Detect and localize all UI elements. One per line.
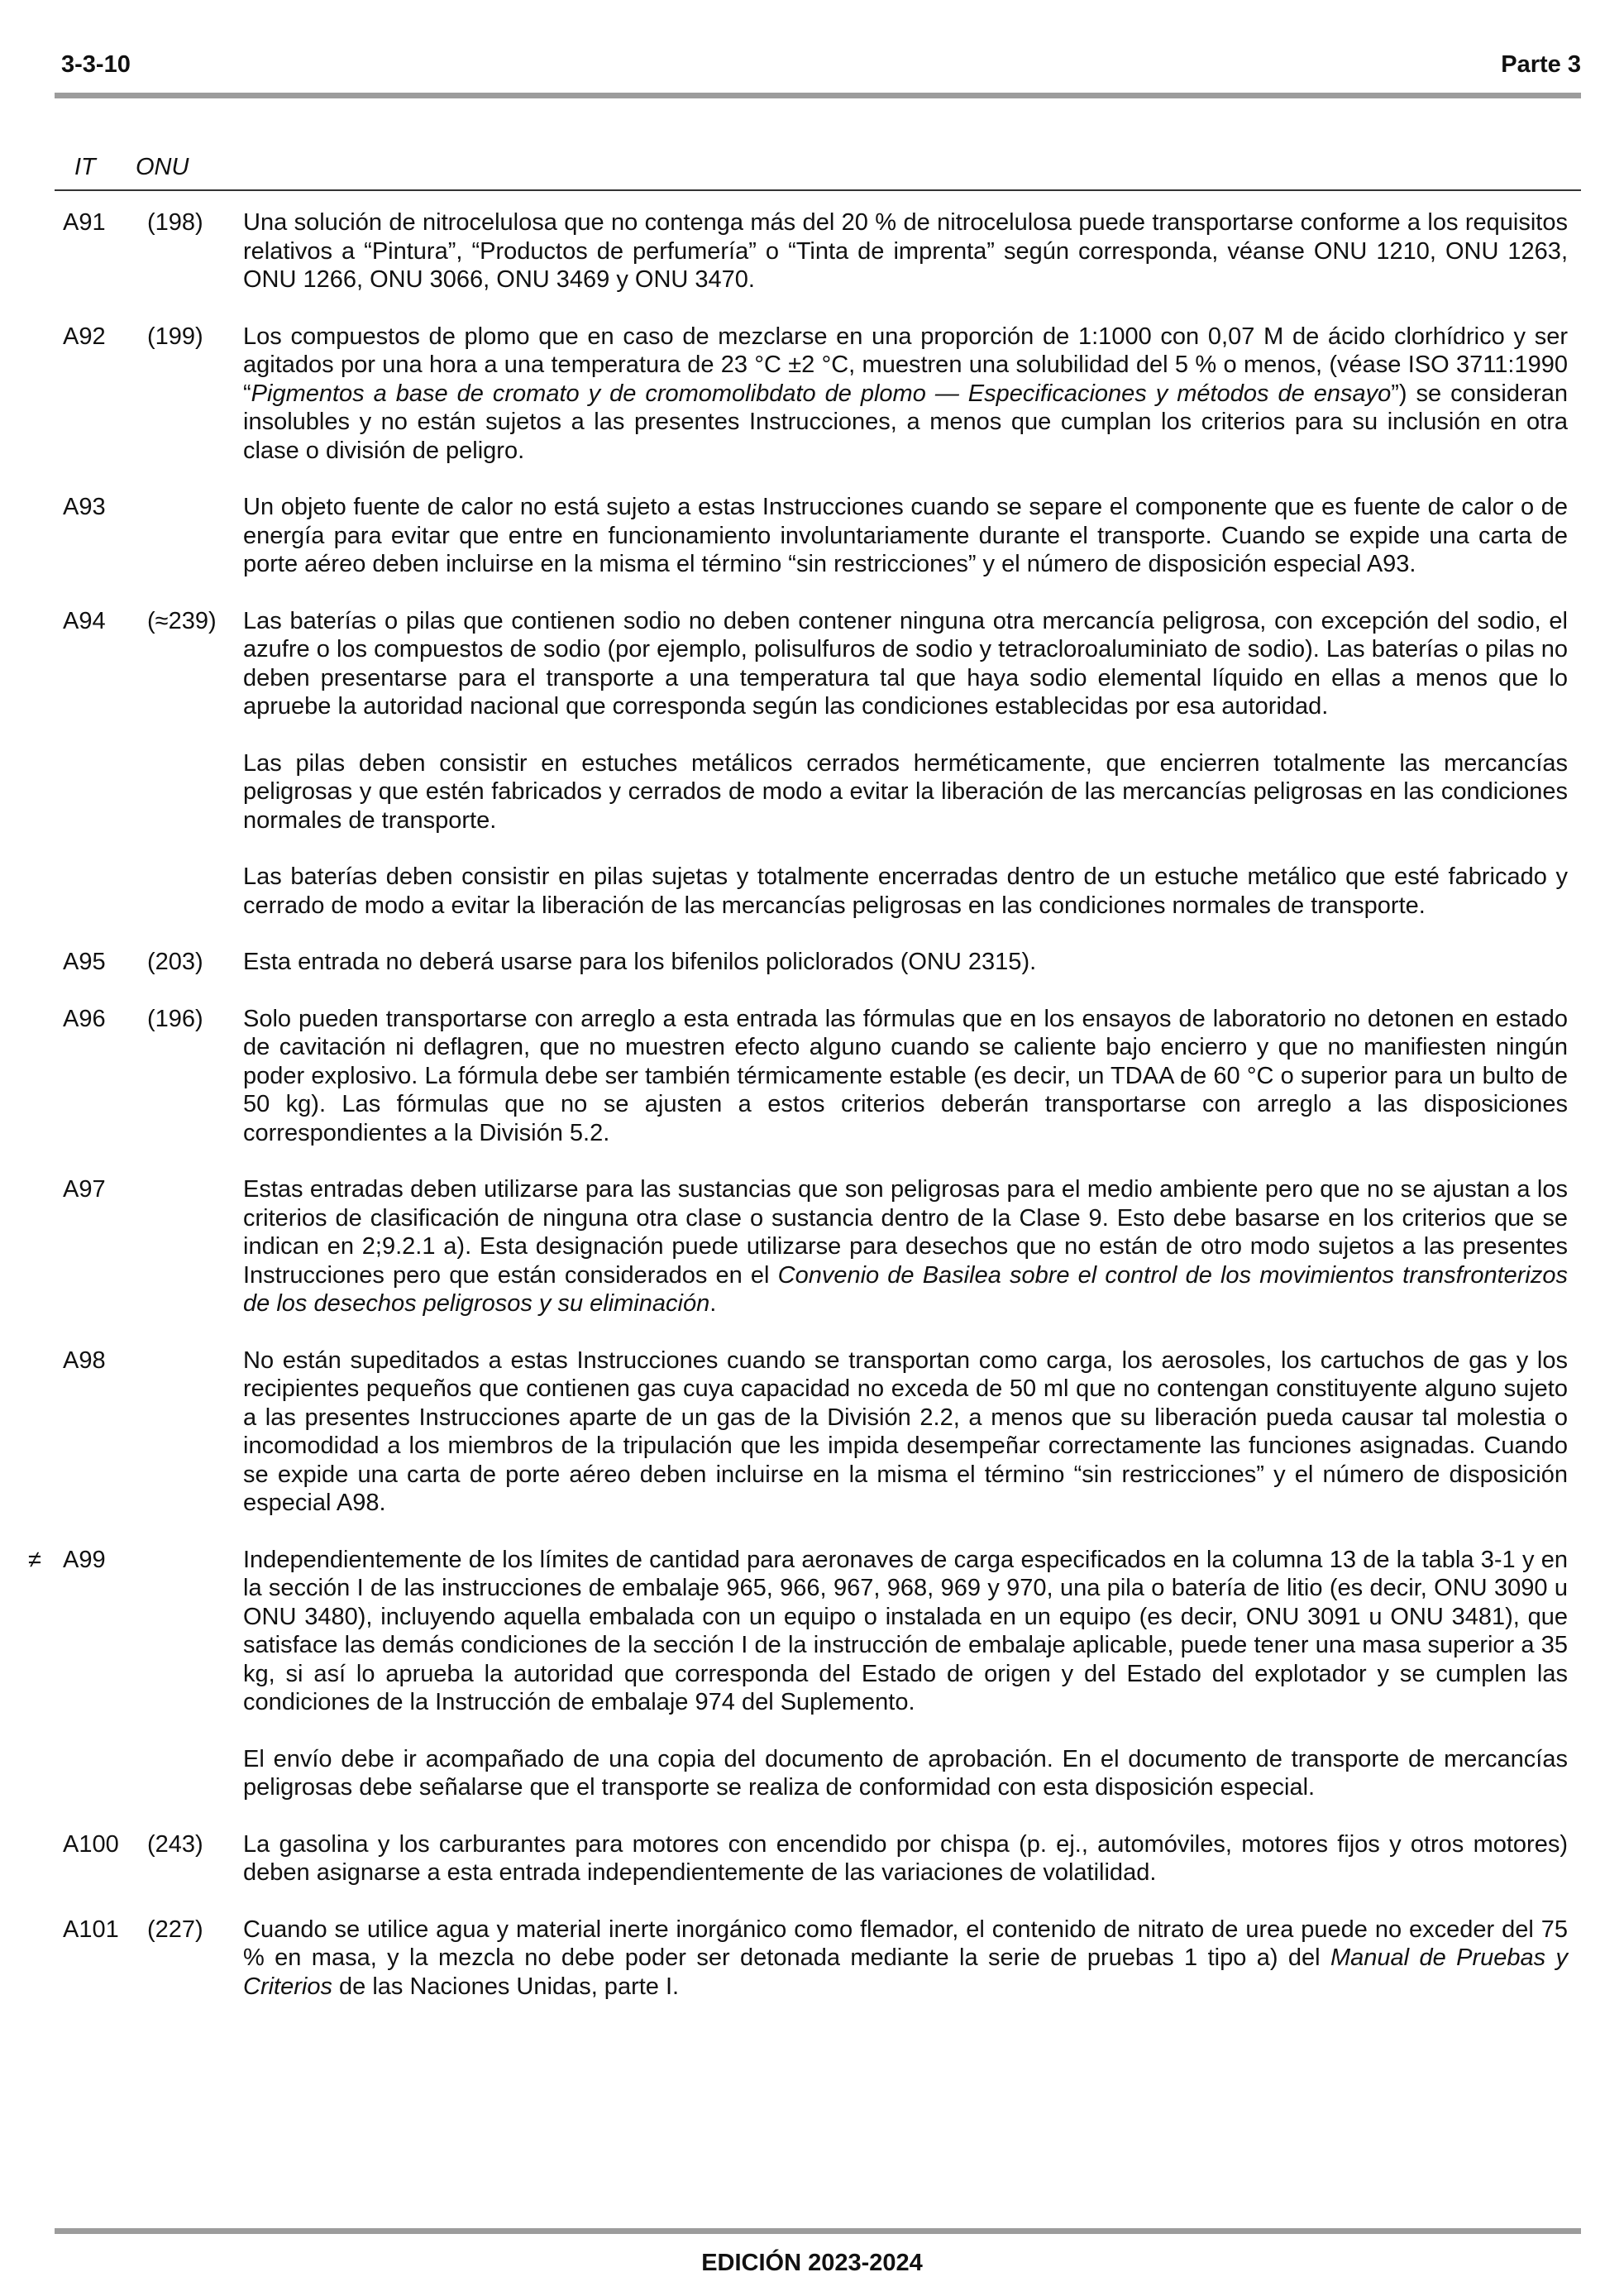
onu-reference: (199): [147, 323, 203, 350]
provision-code: A97: [63, 1176, 106, 1203]
text-run: ”) se consideran insolubles y no están sujetos a las presentes Instrucciones, a menos que cumplan los criterios para su inclusión en otra clase o división de peligro.: [243, 380, 1568, 464]
provision-paragraph: [243, 1916, 1568, 2002]
provision-paragraph: [243, 863, 1568, 920]
text-run: Las baterías deben consistir en pilas sujetas y totalmente encerradas dentro de un estuche metálico que esté fabricado y cerrado de modo a evitar la liberación de las mercancías peligrosas en las condiciones normales de transporte.: [243, 863, 1568, 919]
provision-paragraph: [243, 1347, 1568, 1518]
onu-reference: (227): [147, 1916, 203, 1943]
provision-text: [243, 493, 1568, 579]
text-run: Cuando se utilice agua y material inerte inorgánico como flemador, el contenido de nitrato de urea puede no exceder del 75 % en masa, y la mezcla no debe poder ser detonada mediante la serie de pruebas 1 tipo a) del: [243, 1916, 1568, 1971]
provision-text: [243, 1830, 1568, 1887]
provision-code: A96: [63, 1005, 106, 1032]
provision-text: [243, 607, 1568, 921]
italic-title: Pigmentos a base de cromato y de cromomolibdato de plomo — Especificaciones y métodos de ensayo: [251, 380, 1392, 407]
provision-text: [243, 1005, 1568, 1148]
text-run: Solo pueden transportarse con arreglo a esta entrada las fórmulas que en los ensayos de laboratorio no detonen en estado de cavitación ni deflagren, que no muestren efecto alguno cuando se caliente bajo encierro y que no manifiesten ningún poder explosivo. La fórmula debe ser también térmicamente estable (es decir, un TDAA de 60 °C o superior para un bulto de 50 kg). Las fórmulas que no se ajusten a estos criterios deberán transportarse con arreglo a las disposiciones correspondientes a la División 5.2.: [243, 1005, 1568, 1146]
provision-entry: [0, 1916, 1624, 2002]
italic-title: Convenio de Basilea sobre el control de los movimientos transfronterizos de los desechos peligrosos y su eliminación: [243, 1261, 1568, 1317]
column-headings: [55, 147, 1581, 189]
provision-entry: [0, 607, 1624, 921]
text-run: La gasolina y los carburantes para motores con encendido por chispa (p. ej., automóviles, motores fijos y otros motores) deben asignarse a esta entrada independientemente de las variaciones de volatilidad.: [243, 1830, 1568, 1886]
provision-entry: [0, 323, 1624, 466]
provision-paragraph: [243, 1830, 1568, 1887]
provision-text: [243, 323, 1568, 466]
provision-entry: [0, 1175, 1624, 1318]
provision-paragraph: [243, 323, 1568, 466]
text-run: El envío debe ir acompañado de una copia del documento de aprobación. En el documento de transporte de mercancías peligrosas debe señalarse que el transporte se realiza de conformidad con esta disposición especial.: [243, 1745, 1568, 1801]
provision-paragraph: [243, 749, 1568, 835]
onu-reference: (243): [147, 1830, 203, 1858]
provision-paragraph: [243, 1745, 1568, 1802]
text-run: .: [709, 1290, 717, 1317]
text-run: Los compuestos de plomo que en caso de mezclarse en una proporción de 1:1000 con 0,07 M de ácido clorhídrico y ser agitados por una hora a una temperatura de 23 °C ±2 °C, muestren una solubilidad del 5 % o menos, (véase ISO 3711:1990 “: [243, 323, 1568, 407]
provision-paragraph: [243, 493, 1568, 579]
edition-footer: EDICIÓN 2023-2024: [701, 2250, 923, 2276]
onu-reference: (196): [147, 1005, 203, 1032]
provision-code: A99: [63, 1546, 106, 1573]
onu-reference: (203): [147, 949, 203, 975]
provision-code: A91: [63, 209, 106, 236]
text-run: Independientemente de los límites de cantidad para aeronaves de carga especificados en la columna 13 de la tabla 3-1 y en la sección I de las instrucciones de embalaje 965, 966, 967, 968, 969 y 970, una pila o batería de litio (es decir, ONU 3090 u ONU 3480), incluyendo aquella embalada con un equipo o instalada en un equipo (es decir, ONU 3091 u ONU 3481), que satisface las demás condiciones de la sección I de la instrucción de embalaje aplicable, puede tener una masa superior a 35 kg, si así lo aprueba la autoridad que corresponda del Estado de origen y del Estado del explotador y se cumplen las condiciones de la Instrucción de embalaje 974 del Suplemento.: [243, 1546, 1568, 1715]
column-it: IT: [74, 154, 96, 180]
provision-entry: [0, 493, 1624, 579]
footer-rule: [55, 2228, 1581, 2234]
column-onu: ONU: [136, 154, 189, 180]
provision-code: A94: [63, 607, 106, 634]
part-label: Parte 3: [1501, 51, 1581, 78]
provision-code: A100: [63, 1830, 119, 1858]
provision-text: [243, 1916, 1568, 2002]
provision-paragraph: [243, 1546, 1568, 1717]
provision-code: A98: [63, 1347, 106, 1374]
provision-entry: [0, 1830, 1624, 1887]
provision-paragraph: [243, 1005, 1568, 1148]
column-rule: [55, 189, 1581, 191]
special-provisions-list: [0, 208, 1624, 2029]
provision-paragraph: [243, 208, 1568, 294]
text-run: Una solución de nitrocelulosa que no contenga más del 20 % de nitrocelulosa puede transportarse conforme a los requisitos relativos a “Pintura”, “Productos de perfumería” o “Tinta de imprenta” según corresponda, véanse ONU 1210, ONU 1263, ONU 1266, ONU 3066, ONU 3469 y ONU 3470.: [243, 209, 1568, 293]
provision-code: A92: [63, 323, 106, 350]
text-run: Un objeto fuente de calor no está sujeto a estas Instrucciones cuando se separe el componente que es fuente de calor o de energía para evitar que entre en funcionamiento involuntariamente durante el transporte. Cuando se expide una carta de porte aéreo deben incluirse en la misma el término “sin restricciones” y el número de disposición especial A93.: [243, 494, 1568, 577]
provision-text: [243, 948, 1568, 977]
provision-entry: [0, 1005, 1624, 1148]
provision-paragraph: [243, 607, 1568, 721]
onu-reference: (≈239): [147, 607, 217, 634]
provision-code: A101: [63, 1916, 119, 1943]
provision-code: A95: [63, 949, 106, 975]
provision-entry: [0, 208, 1624, 294]
provision-entry: [0, 1546, 1624, 1802]
provision-paragraph: [243, 1175, 1568, 1318]
header-rule: [55, 93, 1581, 98]
amendment-mark: ≠: [28, 1546, 41, 1573]
italic-title: Manual de Pruebas y Criterios: [243, 1944, 1569, 2000]
provision-text: [243, 1546, 1568, 1802]
provision-code: A93: [63, 494, 106, 520]
provision-text: [243, 1347, 1568, 1518]
text-run: No están supeditados a estas Instrucciones cuando se transportan como carga, los aerosoles, los cartuchos de gas y los recipientes pequeños que contienen gas cuya capacidad no exceda de 50 ml que no contengan constituyente alguno sujeto a las presentes Instrucciones aparte de un gas de la División 2.2, a menos que su liberación pueda causar tal molestia o incomodidad a los miembros de la tripulación que les impida desempeñar correctamente las funciones asignadas. Cuando se expide una carta de porte aéreo deben incluirse en la misma el término “sin restricciones” y el número de disposición especial A98.: [243, 1347, 1568, 1516]
text-run: Esta entrada no deberá usarse para los bifenilos policlorados (ONU 2315).: [243, 949, 1037, 975]
provision-entry: [0, 948, 1624, 977]
text-run: de las Naciones Unidas, parte I.: [332, 1973, 680, 2000]
page-header: [55, 46, 1583, 83]
text-run: Estas entradas deben utilizarse para las sustancias que son peligrosas para el medio ambiente pero que no se ajustan a los criterios de clasificación de ninguna otra clase o sustancia dentro de la Clase 9. Esto debe basarse en los criterios que se indican en 2;9.2.1 a). Esta designación puede utilizarse para desechos que no están de otro modo sujetos a las presentes Instrucciones pero que están considerados en el: [243, 1176, 1568, 1289]
provision-entry: [0, 1347, 1624, 1518]
provision-text: [243, 1175, 1568, 1318]
onu-reference: (198): [147, 209, 203, 236]
provision-text: [243, 208, 1568, 294]
page-number: 3-3-10: [61, 51, 131, 78]
text-run: Las baterías o pilas que contienen sodio no deben contener ninguna otra mercancía peligrosa, con excepción del sodio, el azufre o los compuestos de sodio (por ejemplo, polisulfuros de sodio y tetracloroaluminiato de sodio). Las baterías o pilas no deben presentarse para el transporte a una temperatura tal que haya sodio elemental líquido en ellas a menos que lo apruebe la autoridad nacional que corresponda según las condiciones establecidas por esa autoridad.: [243, 607, 1568, 720]
provision-paragraph: [243, 948, 1568, 977]
text-run: Las pilas deben consistir en estuches metálicos cerrados herméticamente, que encierren totalmente las mercancías peligrosas y que estén fabricados y cerrados de modo a evitar la liberación de las mercancías peligrosas en las condiciones normales de transporte.: [243, 749, 1568, 834]
